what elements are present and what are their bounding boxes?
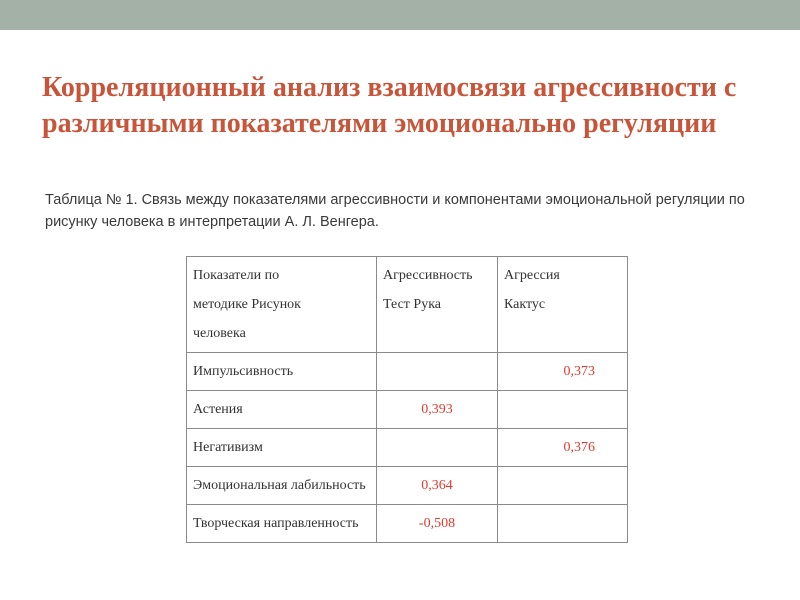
- row-label: Астения: [187, 391, 377, 429]
- header-hand-test: Агрессивность Тест Рука: [377, 257, 498, 353]
- header-cactus: Агрессия Кактус: [498, 257, 628, 353]
- row-label: Творческая направленность: [187, 505, 377, 543]
- correlation-table: [186, 256, 628, 543]
- row-label: Импульсивность: [187, 353, 377, 391]
- slide-title: Корреляционный анализ взаимосвязи агрессивности с различными показателями эмоционально регуляции: [42, 72, 737, 139]
- row-label: Негативизм: [187, 429, 377, 467]
- value-cactus: 0,373: [498, 353, 628, 391]
- top-bar: [0, 0, 800, 30]
- value-hand: [377, 429, 498, 467]
- table-row: [187, 505, 628, 543]
- value-cactus: [498, 505, 628, 543]
- table-row: [187, 429, 628, 467]
- table-row: [187, 391, 628, 429]
- header-indicators: Показатели по методике Рисунок человека: [187, 257, 377, 353]
- value-hand: -0,508: [377, 505, 498, 543]
- value-cactus: [498, 391, 628, 429]
- table-row: [187, 467, 628, 505]
- value-cactus: 0,376: [498, 429, 628, 467]
- value-hand: 0,364: [377, 467, 498, 505]
- table-row: [187, 353, 628, 391]
- row-label: Эмоциональная лабильность: [187, 467, 377, 505]
- table-caption: Таблица № 1. Связь между показателями агрессивности и компонентами эмоциональной регуляции по рисунку человека в интерпретации А. Л. Венгера.: [45, 192, 745, 230]
- value-cactus: [498, 467, 628, 505]
- value-hand: 0,393: [377, 391, 498, 429]
- value-hand: [377, 353, 498, 391]
- table-header-row: [187, 257, 628, 353]
